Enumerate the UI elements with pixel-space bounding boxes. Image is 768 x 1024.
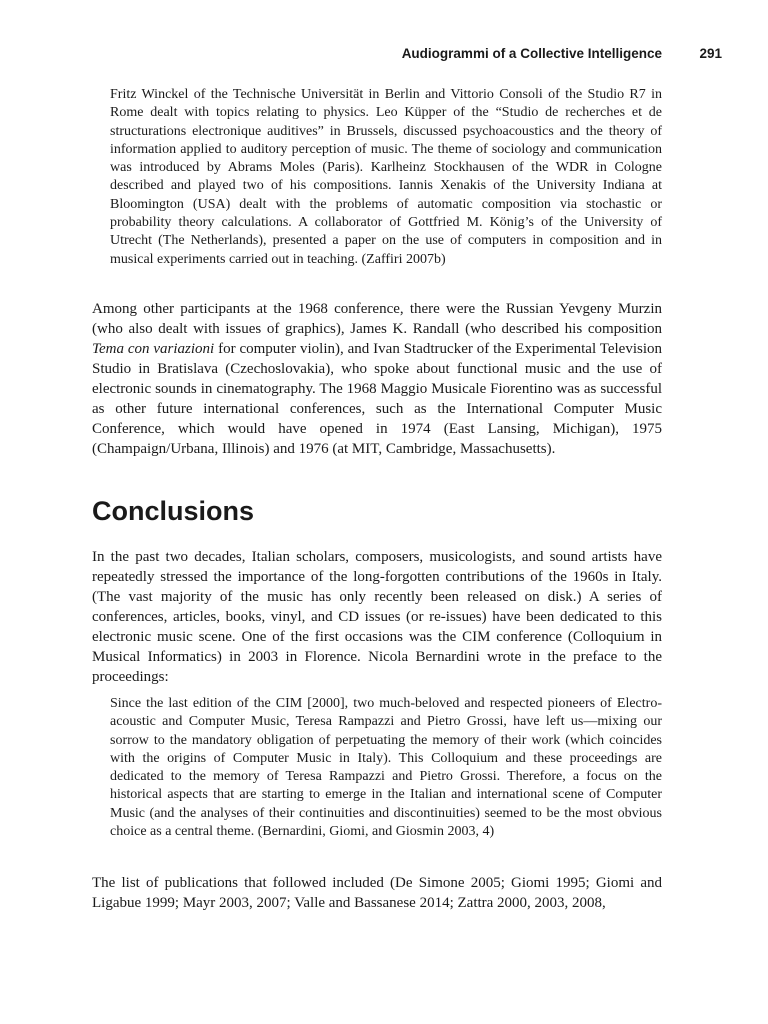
section-heading: Conclusions	[92, 496, 255, 526]
block-quote-conference-participants	[92, 86, 662, 269]
block-quote-bernardini	[92, 695, 662, 841]
block-quote-text: Fritz Winckel of the Technische Universität in Berlin and Vittorio Consoli of the Studio R7 in Rome dealt with topics relating to physics. Leo Küpper of the “Studio de recherches et de structurations electronique auditives” in Brussels, discussed psychoacoustics and the theory of information applied to auditory perception of music. The theme of sociology and communication was introduced by Abrams Moles (Paris). Karlheinz Stockhausen of the WDR in Cologne described and played two of his compositions. Iannis Xenakis of the University Indiana at Bloomington (USA) dealt with the problems of automatic composition via stochastic or probability theory calculations. A collaborator of Gottfried M. König’s of the University of Utrecht (The Netherlands), presented a paper on the use of computers in composition and in musical experiments carried out in teaching. (Zaffiri 2007b)	[110, 87, 662, 267]
running-header	[92, 46, 722, 66]
page-number: 291	[699, 46, 722, 61]
paragraph-other-participants	[92, 299, 662, 459]
paragraph-text: The list of publications that followed included (De Simone 2005; Giomi 1995; Giomi and Ligabue 1999; Mayr 2003, 2007; Valle and Bassanese 2014; Zattra 2000, 2003, 2008,	[92, 875, 662, 911]
paragraph-text: In the past two decades, Italian scholars, composers, musicologists, and sound artists have repeatedly stressed the importance of the long-forgotten contributions of the 1960s in Italy. (The vast majority of the music has only recently been released on disk.) A series of conferences, articles, books, vinyl, and CD issues (or re-issues) have been dedicated to this electronic music scene. One of the first occasions was the CIM conference (Colloquium in Musical Informatics) in 2003 in Florence. Nicola Bernardini wrote in the preface to the proceedings:	[92, 549, 662, 685]
paragraph-conclusions-intro	[92, 547, 662, 687]
paragraph-publications	[92, 873, 662, 913]
block-quote-text: Since the last edition of the CIM [2000], two much-beloved and respected pioneers of Electro-acoustic and Computer Music, Teresa Rampazzi and Pietro Grossi, have left us—mixing our sorrow to the mandatory obligation of perpetuating the memory of their work (which coincides with the origins of Computer Music in Italy). This Colloquium and these proceedings are dedicated to the memory of Teresa Rampazzi and Pietro Grossi. Therefore, a focus on the historical aspects that are starting to emerge in the Italian and international scene of Computer Music (and the analyses of their continuities and discontinuities) seemed to be the most obvious choice as a central theme. (Bernardini, Giomi, and Giosmin 2003, 4)	[110, 696, 662, 840]
paragraph-text-end: for computer violin), and Ivan Stadtrucker of the Experimental Television Studio in Bratislava (Czechoslovakia), who spoke about functional music and the use of electronic sounds in cinematography. The 1968 Maggio Musicale Fiorentino was as successful as other future international conferences, such as the International Computer Music Conference, which would have opened in 1974 (East Lansing, Michigan), 1975 (Champaign/Urbana, Illinois) and 1976 (at MIT, Cambridge, Massachusetts).	[92, 341, 662, 457]
running-title: Audiogrammi of a Collective Intelligence	[401, 46, 662, 61]
paragraph-text-start: Among other participants at the 1968 conference, there were the Russian Yevgeny Murzin (who also dealt with issues of graphics), James K. Randall (who described his composition	[92, 301, 662, 337]
paragraph-text	[92, 299, 662, 459]
composition-title: Tema con variazioni	[92, 341, 215, 357]
